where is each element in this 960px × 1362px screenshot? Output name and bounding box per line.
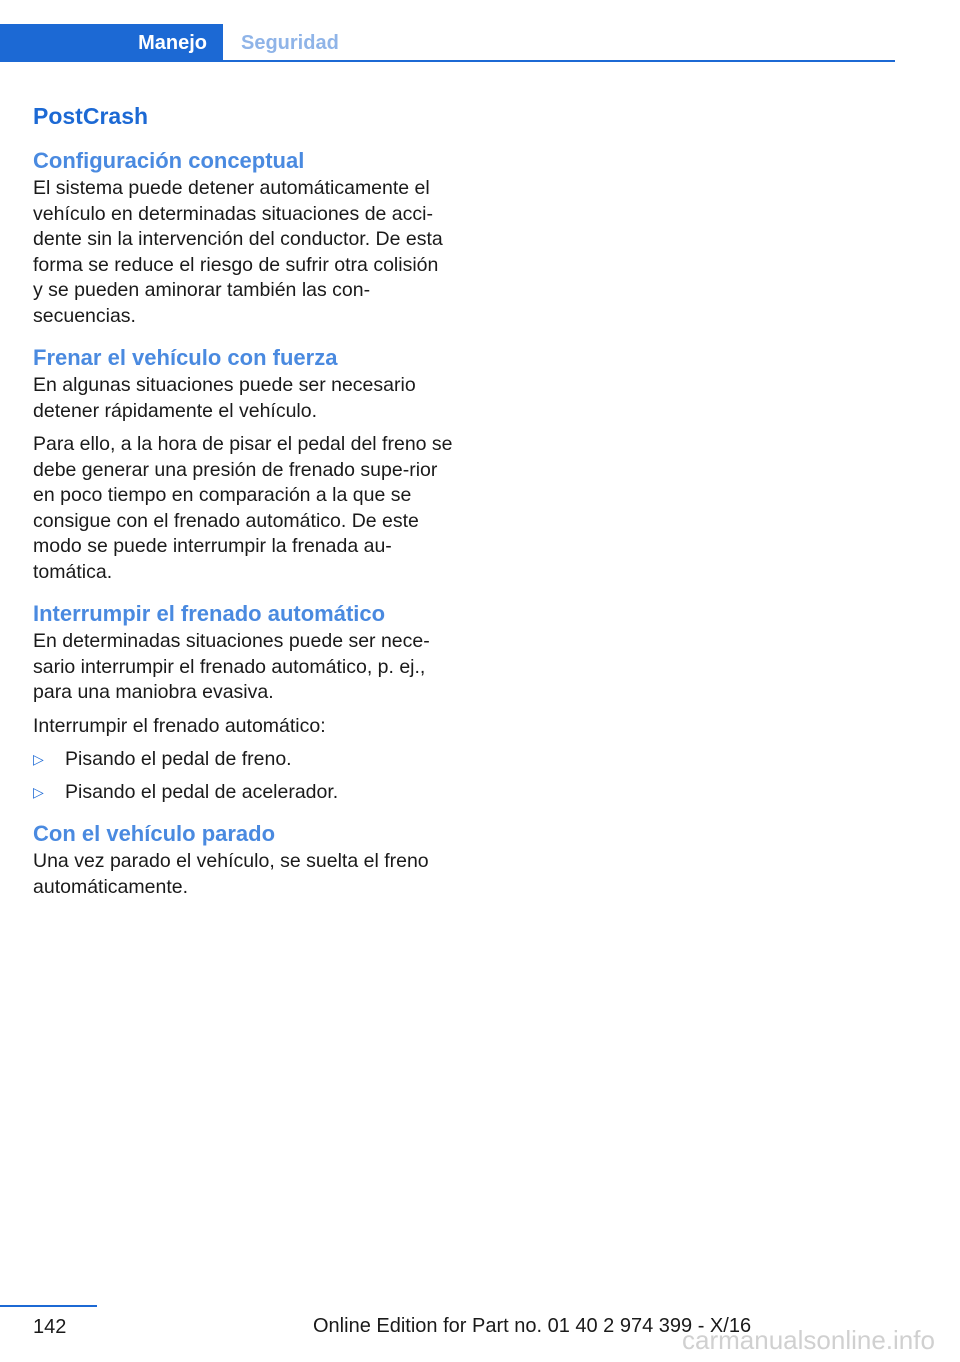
bullet-list — [33, 747, 453, 805]
tab-seguridad[interactable] — [223, 24, 339, 62]
list-item-text: Pisando el pedal de freno. — [65, 748, 292, 770]
heading-interrumpir: Interrumpir el frenado automático — [33, 601, 386, 626]
watermark: carmanualsonline.info — [682, 1325, 935, 1355]
page-content — [33, 100, 453, 914]
block-interrumpir — [33, 599, 453, 805]
paragraph: Una vez parado el vehículo, se suelta el freno automáticamente. — [33, 850, 429, 898]
paragraph: Para ello, a la hora de pisar el pedal del freno se debe generar una presión de frenado supe-rior en poco tiempo en comparación a la que se consigue con el frenado automático. De este modo se puede interrumpir la frenada au-tomática. — [33, 433, 453, 583]
heading-configuracion: Configuración conceptual — [33, 148, 305, 173]
block-parado — [33, 819, 453, 900]
tab-seguridad-label: Seguridad — [241, 31, 339, 54]
page-number: 142 — [33, 1316, 67, 1338]
list-item-text: Pisando el pedal de acelerador. — [65, 780, 339, 803]
triangle-bullet-icon: ▷ — [33, 751, 44, 767]
paragraph: En determinadas situaciones puede ser nece-sario interrumpir el frenado automático, p. ej., para una maniobra evasiva. — [33, 630, 430, 703]
footer-rule — [0, 1305, 97, 1307]
list-item — [33, 747, 453, 773]
triangle-bullet-icon: ▷ — [33, 783, 44, 800]
block-configuracion — [33, 146, 453, 329]
tab-manejo-label: Manejo — [138, 31, 207, 54]
block-frenar — [33, 343, 453, 585]
paragraph: El sistema puede detener automáticamente el vehículo en determinadas situaciones de acci-dente sin la intervención del conductor. De esta forma se reduce el riesgo de sufrir otra colisión y se pueden aminorar también las con-secuencias. — [33, 177, 443, 327]
paragraph: En algunas situaciones puede ser necesario detener rápidamente el vehículo. — [33, 374, 416, 422]
section-title: PostCrash — [33, 103, 149, 129]
paragraph: Interrumpir el frenado automático: — [33, 714, 326, 737]
tab-manejo[interactable] — [0, 24, 223, 62]
heading-parado: Con el vehículo parado — [33, 821, 276, 846]
header-tabs — [0, 24, 895, 62]
edition-text: Online Edition for Part no. 01 40 2 974 399 - X/16 — [313, 1315, 752, 1337]
list-item — [33, 780, 453, 806]
heading-frenar: Frenar el vehículo con fuerza — [33, 345, 338, 370]
